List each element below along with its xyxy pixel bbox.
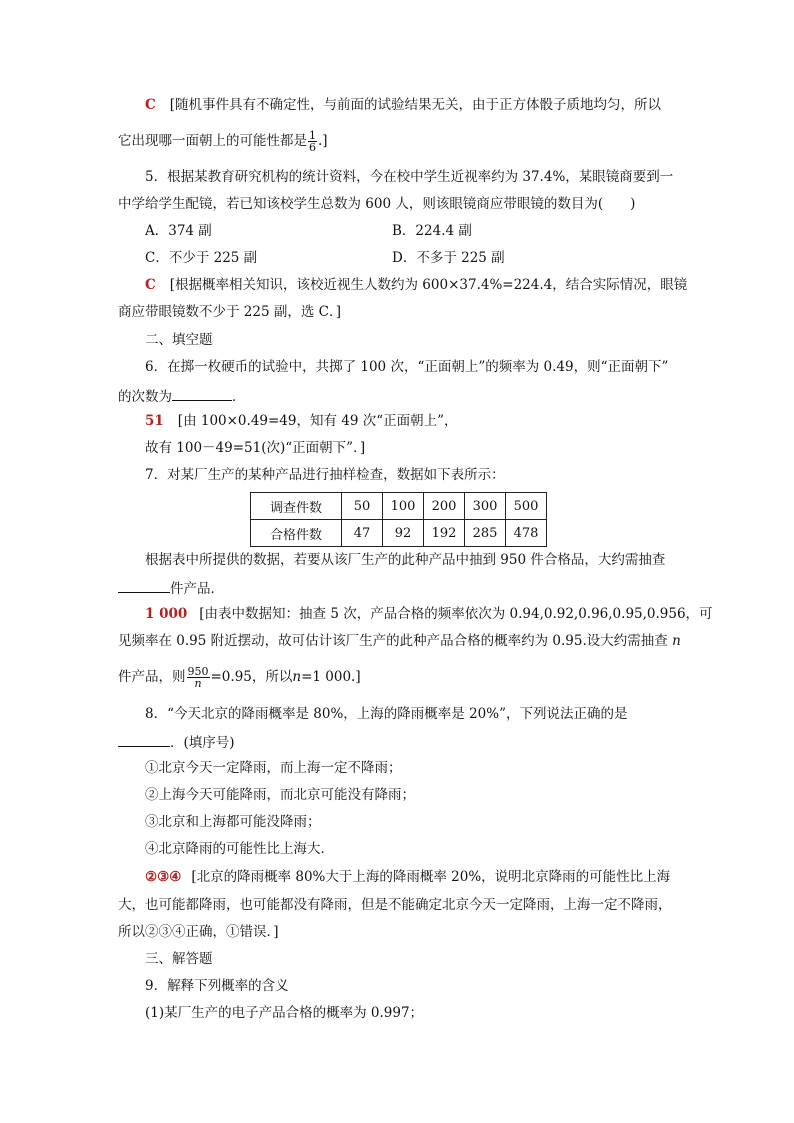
- q6-explanation-1: [由 100×0.49=49，知有 49 次“正面朝上”，: [177, 413, 458, 429]
- q8-item-3: ③北京和上海都可能没降雨；: [145, 814, 321, 830]
- q8-stem-2: ．(填序号): [118, 732, 235, 752]
- q4-answer-line-1: [145, 96, 661, 114]
- section-heading-fill-in: 二、填空题: [145, 332, 213, 348]
- q5-explanation-1: [根据概率相关知识，该校近视生人数约为 600×37.4%=224.4，结合实际情况，眼镜: [169, 277, 688, 293]
- q8-answer: ②③④: [145, 869, 182, 885]
- q7-answer-line-1: [145, 605, 713, 623]
- q5-answer-line-1: [145, 276, 687, 294]
- table-row: [251, 520, 547, 547]
- table-cell: 200: [424, 493, 465, 520]
- q4-explanation-1: [随机事件具有不确定性，与前面的试验结果无关，由于正方体骰子质地均匀，所以: [169, 97, 662, 113]
- q8-explanation-3: 所以②③④正确，①错误．]: [118, 924, 279, 940]
- q9-stem-1: 9．解释下列概率的含义: [145, 978, 289, 994]
- q5-stem-1: 5．根据某教育研究机构的统计资料，今在校中学生近视率约为 37.4%，某眼镜商要到一: [145, 169, 674, 185]
- q4-answer-line-2: 它出现哪一面朝上的可能性都是 $\frac{1}{6}$ .]: [118, 129, 328, 154]
- table-row-header: 合格件数: [251, 520, 342, 547]
- table-cell: 500: [506, 493, 547, 520]
- q6-stem-1: 6．在掷一枚硬币的试验中，共掷了 100 次，“正面朝上”的频率为 0.49，则“正面朝下”: [145, 359, 669, 375]
- q7-stem-2: 根据表中所提供的数据，若要从该厂生产的此种产品中抽到 950 件合格品，大约需抽查: [145, 552, 666, 568]
- q8-item-4: ④北京降雨的可能性比上海大．: [145, 841, 334, 857]
- q5-option-c: C．不少于 225 副: [145, 250, 258, 266]
- q7-explanation-3: 件产品，则 $\frac{950}{n}$ =0.95，所以n=1 000.]: [118, 665, 361, 690]
- q9-stem-2: (1)某厂生产的电子产品合格的概率为 0.997；: [145, 1005, 424, 1021]
- table-cell: 100: [383, 493, 424, 520]
- table-cell: 478: [506, 520, 547, 547]
- q8-item-2: ②上海今天可能降雨，而北京可能没有降雨；: [145, 787, 415, 803]
- table-cell: 92: [383, 520, 424, 547]
- q7-answer: 1 000: [145, 606, 188, 622]
- q7-answer-blank: [118, 578, 170, 593]
- table-row-header: 调查件数: [251, 493, 342, 520]
- q5-stem-2: 中学给学生配镜，若已知该校学生总数为 600 人，则该眼镜商应带眼镜的数目为( ): [118, 196, 636, 212]
- q7-explanation-2: 见频率在 0.95 附近摆动，故可估计该厂生产的此种产品合格的概率约为 0.95.设大约需抽查 n: [118, 633, 681, 649]
- table-cell: 285: [465, 520, 506, 547]
- q7-stem-3: 件产品．: [118, 578, 224, 598]
- q5-option-a: A．374 副: [145, 223, 212, 239]
- table-cell: 47: [342, 520, 383, 547]
- q8-explanation-2: 大，也可能都降雨，也可能都没有降雨，但是不能确定北京今天一定降雨，上海一定不降雨，: [118, 897, 672, 913]
- q6-answer-blank: [172, 386, 232, 401]
- q8-answer-blank: [118, 732, 170, 747]
- q7-stem-1: 7．对某厂生产的某种产品进行抽样检查，数据如下表所示：: [145, 467, 505, 483]
- table-cell: 192: [424, 520, 465, 547]
- table-cell: 50: [342, 493, 383, 520]
- table-row: [251, 493, 547, 520]
- q7-fraction: $\frac{950}{n}$: [187, 665, 209, 690]
- q4-fraction: $\frac{1}{6}$: [309, 129, 316, 154]
- q5-answer-letter: C: [145, 277, 156, 293]
- q6-stem-2: 的次数为 ．: [118, 386, 246, 406]
- q8-answer-line-1: [145, 868, 670, 886]
- q8-item-1: ①北京今天一定降雨，而上海一定不降雨；: [145, 760, 402, 776]
- q5-option-d: D．不多于 225 副: [392, 250, 505, 266]
- q5-option-b: B．224.4 副: [392, 223, 472, 239]
- section-heading-solution: 三、解答题: [145, 951, 213, 967]
- q6-explanation-2: 故有 100－49=51(次)“正面朝下”．]: [145, 440, 366, 456]
- q4-answer-letter: C: [145, 97, 156, 113]
- q6-answer: 51: [145, 413, 164, 429]
- q6-answer-line-1: [145, 412, 458, 430]
- q5-explanation-2: 商应带眼镜数不少于 225 副，选 C．]: [118, 304, 341, 320]
- q4-explanation-2: 它出现哪一面朝上的可能性都是: [118, 133, 307, 149]
- q7-data-table: [250, 492, 547, 547]
- q8-stem-1: 8．“今天北京的降雨概率是 80%，上海的降雨概率是 20%”，下列说法正确的是: [145, 706, 628, 722]
- q7-explanation-1: [由表中数据知：抽查 5 次，产品合格的频率依次为 0.94,0.92,0.96,0.95,0.956，可: [199, 606, 713, 622]
- q8-explanation-1: [北京的降雨概率 80%大于上海的降雨概率 20%，说明北京降雨的可能性比上海: [191, 869, 671, 885]
- table-cell: 300: [465, 493, 506, 520]
